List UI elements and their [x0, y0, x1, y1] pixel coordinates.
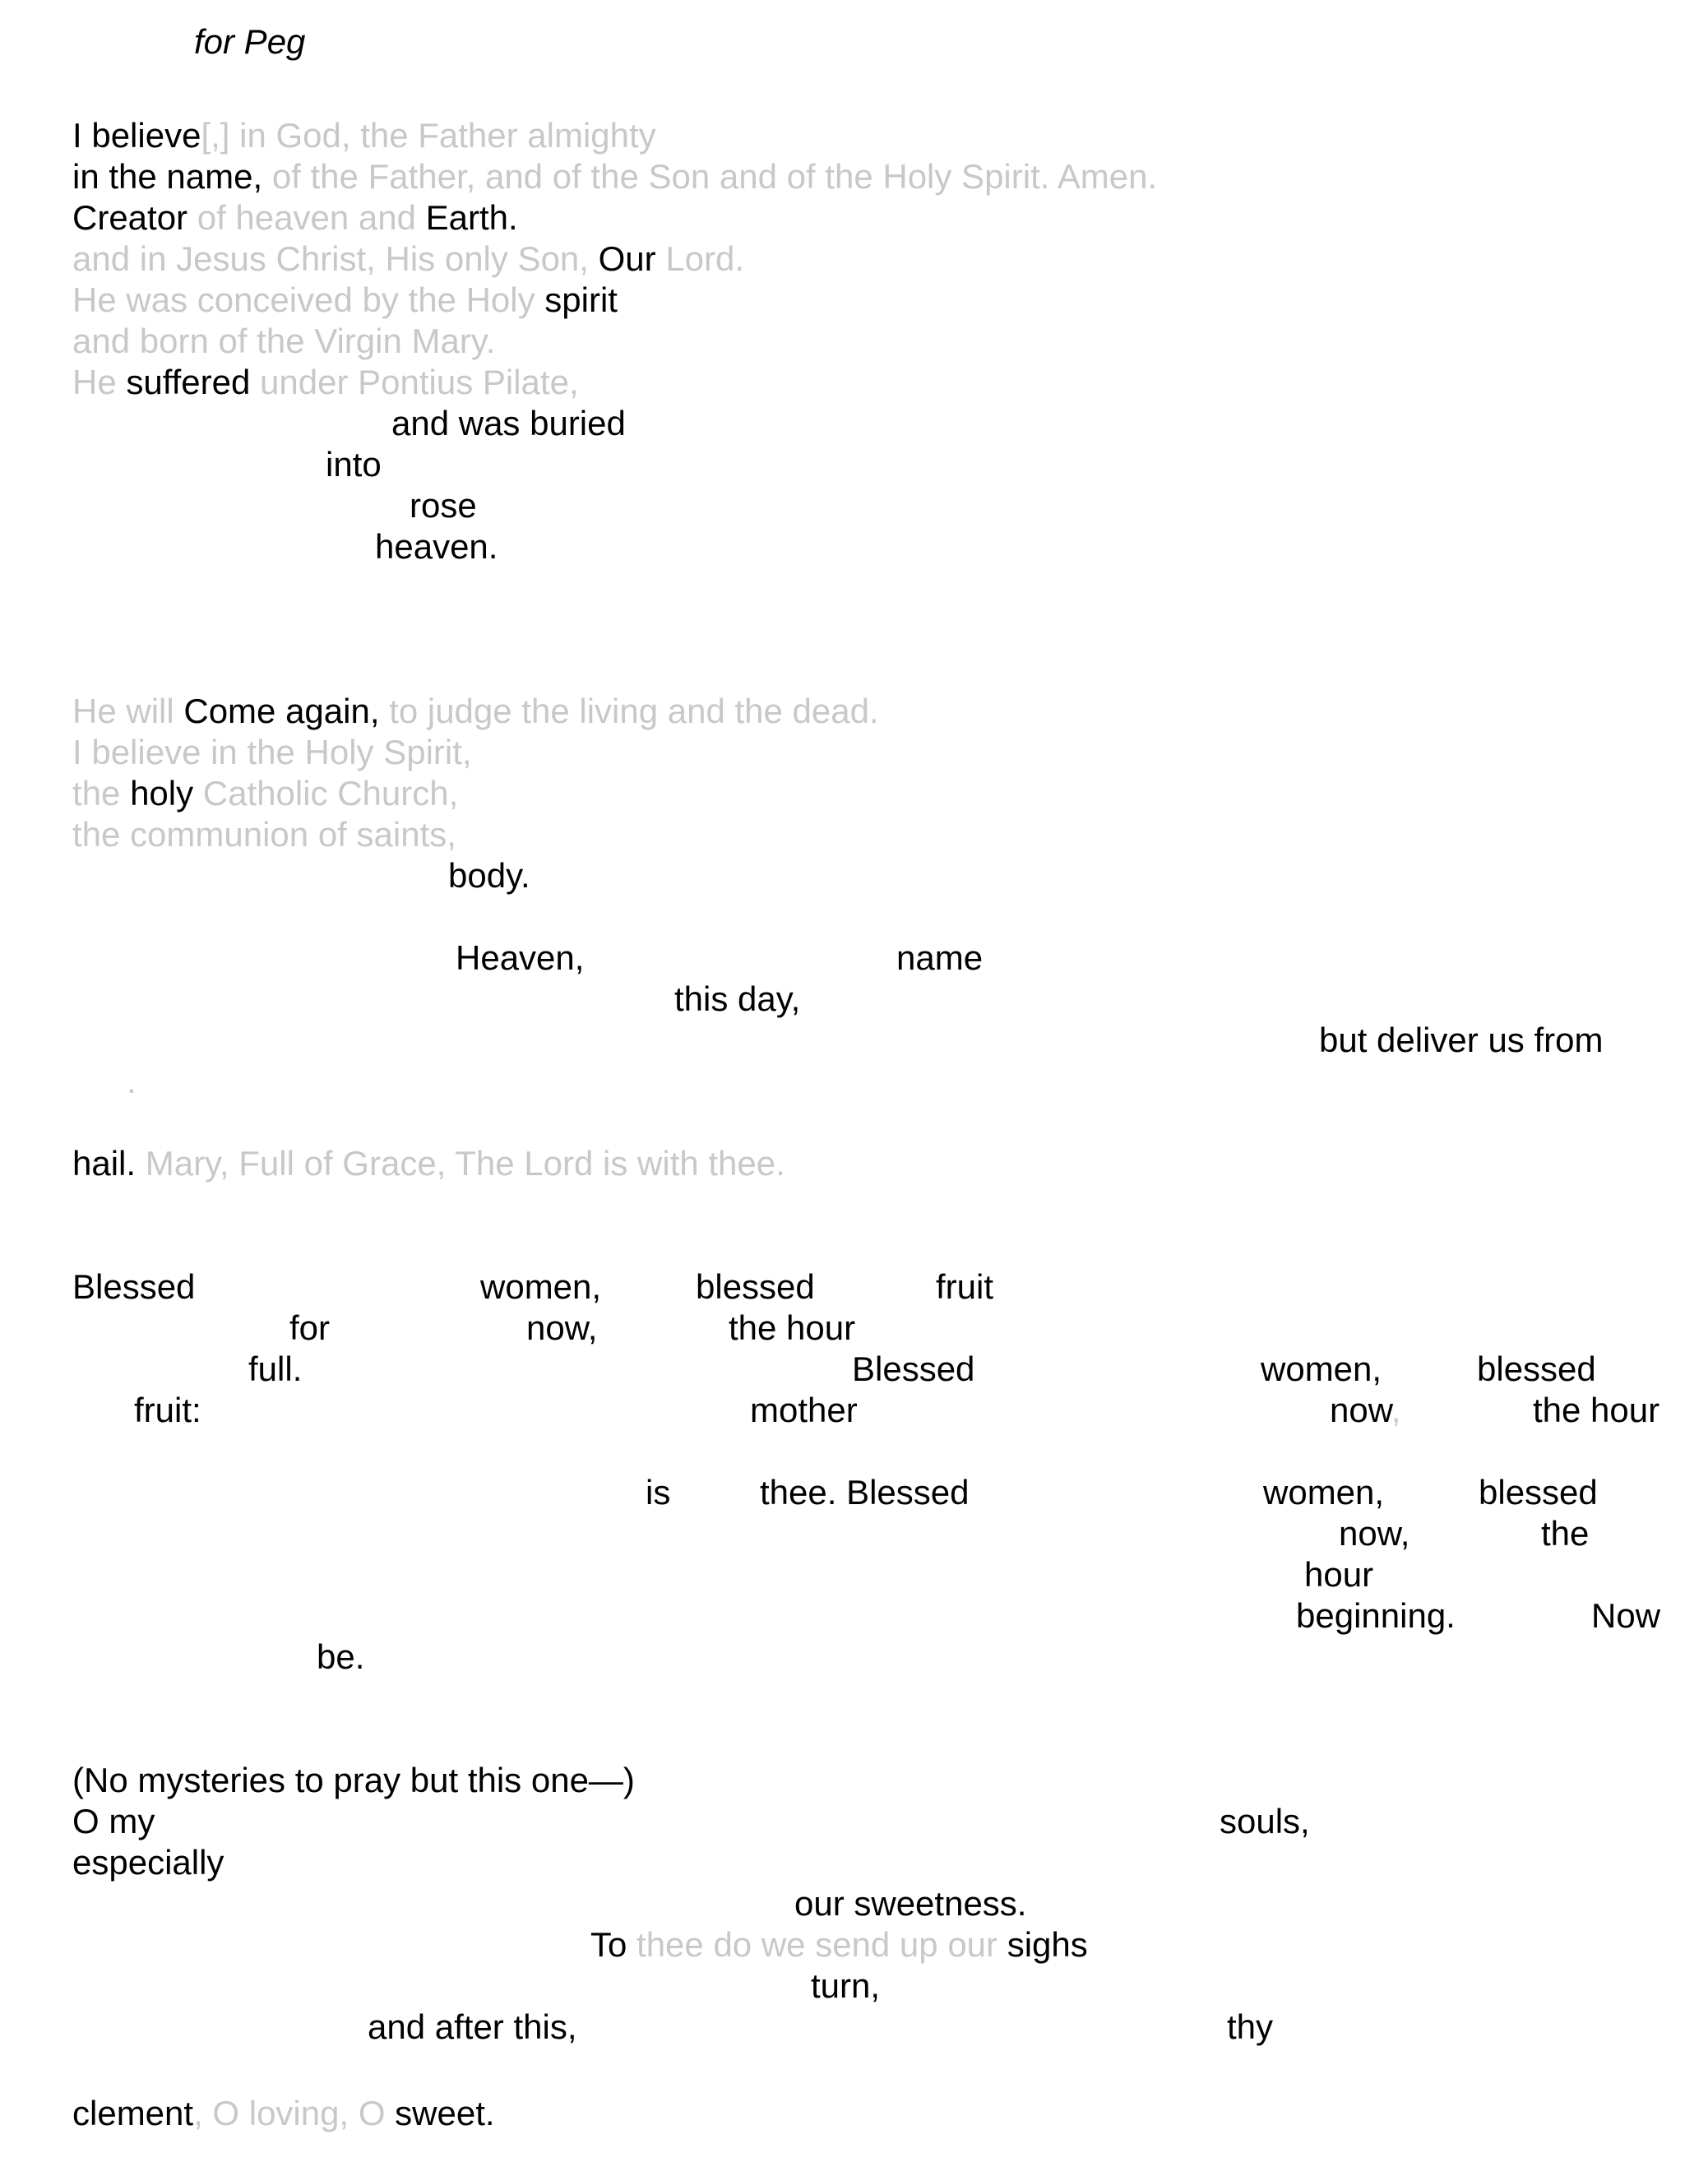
- visible-text: blessed: [1479, 1473, 1598, 1512]
- faded-text: , O loving, O: [193, 2094, 396, 2132]
- faded-text: He was conceived by the Holy: [72, 280, 545, 319]
- visible-text: holy: [130, 774, 203, 813]
- poem-line: [1533, 1390, 1659, 1431]
- faded-text: the: [72, 774, 131, 813]
- visible-text: thee. Blessed: [760, 1473, 970, 1512]
- poem-line: [72, 238, 744, 280]
- poem-line: [456, 938, 584, 979]
- poem-line: [1479, 1472, 1598, 1513]
- poem-line: [72, 1842, 224, 1883]
- poem-line: [1304, 1554, 1373, 1595]
- visible-text: spirit: [544, 280, 618, 319]
- faded-text: and in Jesus Christ, His only Son,: [72, 239, 599, 278]
- visible-text: women,: [1263, 1473, 1385, 1512]
- visible-text: turn,: [811, 1966, 881, 2005]
- poem-line: [936, 1266, 993, 1308]
- poem-line: [696, 1266, 815, 1308]
- poem-line: [72, 2093, 495, 2134]
- poem-line: [72, 814, 456, 855]
- poem-line: [72, 115, 656, 156]
- visible-text: Now: [1591, 1596, 1661, 1635]
- visible-text: is: [646, 1473, 671, 1512]
- visible-text: hail.: [72, 1144, 146, 1183]
- visible-text: souls,: [1220, 1802, 1310, 1840]
- faded-text: the communion of saints,: [72, 815, 456, 854]
- visible-text: thy: [1227, 2007, 1274, 2046]
- faded-text: .: [127, 1062, 137, 1100]
- poem-line: [811, 1965, 880, 2007]
- visible-text: hour: [1304, 1555, 1374, 1594]
- visible-text: I believe: [72, 116, 201, 155]
- visible-text: name: [896, 938, 984, 977]
- faded-text: of heaven and: [197, 198, 426, 237]
- poem-line: [1261, 1349, 1382, 1390]
- poem-line: [72, 1760, 635, 1801]
- faded-text: under Pontius Pilate,: [260, 363, 579, 401]
- poem-line: [794, 1883, 1026, 1924]
- poem-line: [896, 938, 983, 979]
- faded-text: Lord.: [665, 239, 745, 278]
- poem-line: [590, 1924, 1088, 1965]
- poem-line: [72, 773, 458, 814]
- visible-text: fruit:: [134, 1391, 201, 1429]
- poem-line: [480, 1266, 601, 1308]
- visible-text: women,: [1261, 1350, 1382, 1388]
- visible-text: Earth.: [425, 198, 518, 237]
- visible-text: rose: [410, 486, 477, 525]
- poem-line: [127, 1061, 137, 1102]
- poem-line: [72, 1266, 195, 1308]
- poem-line: [526, 1308, 597, 1349]
- poem-line: [448, 855, 530, 896]
- faded-text: Catholic Church,: [202, 774, 459, 813]
- visible-text: this day,: [674, 979, 801, 1018]
- visible-text: now: [1330, 1391, 1391, 1429]
- visible-text: now,: [1339, 1514, 1410, 1553]
- visible-text: blessed: [696, 1267, 815, 1306]
- poem-line: [72, 1801, 155, 1842]
- poem-line: [1227, 2007, 1273, 2048]
- visible-text: O my: [72, 1802, 155, 1840]
- poem-line: [1541, 1513, 1589, 1554]
- poem-line: [760, 1472, 970, 1513]
- visible-text: Our: [598, 239, 666, 278]
- poem-line: [326, 444, 382, 485]
- poem-line: [72, 156, 1157, 197]
- poem-line: [72, 321, 495, 362]
- faded-text: He: [72, 363, 127, 401]
- visible-text: women,: [480, 1267, 602, 1306]
- visible-text: into: [326, 445, 382, 484]
- poem-line: [674, 979, 800, 1020]
- visible-text: mother: [750, 1391, 858, 1429]
- poem-line: [1330, 1390, 1400, 1431]
- visible-text: beginning.: [1296, 1596, 1456, 1635]
- poem-line: [375, 526, 498, 567]
- visible-text: Blessed: [852, 1350, 975, 1388]
- poem-line: [750, 1390, 858, 1431]
- faded-text: Mary, Full of Grace, The Lord is with thee.: [145, 1144, 785, 1183]
- faded-text: I believe in the Holy Spirit,: [72, 733, 472, 771]
- poem-line: [646, 1472, 670, 1513]
- poem-line: [729, 1308, 855, 1349]
- visible-text: the: [1541, 1514, 1590, 1553]
- visible-text: body.: [448, 856, 530, 895]
- poem-line: [1319, 1020, 1603, 1061]
- visible-text: in the name,: [72, 157, 272, 196]
- poem-line: [134, 1390, 201, 1431]
- poem-line: [410, 485, 477, 526]
- poem-line: [1263, 1472, 1384, 1513]
- visible-text: sighs: [1007, 1925, 1088, 1964]
- faded-text: thee do we send up our: [636, 1925, 1007, 1964]
- visible-text: Come again,: [183, 692, 390, 730]
- faded-text: of the Father, and of the Son and of the Holy Spirit. Amen.: [271, 157, 1158, 196]
- visible-text: and was buried: [391, 404, 626, 442]
- visible-text: blessed: [1477, 1350, 1596, 1388]
- poem-line: [1220, 1801, 1310, 1842]
- visible-text: be.: [317, 1637, 365, 1676]
- visible-text: Heaven,: [456, 938, 585, 977]
- visible-text: To: [590, 1925, 637, 1964]
- faded-text: to judge the living and the dead.: [389, 692, 879, 730]
- poem-line: [317, 1637, 364, 1678]
- visible-text: Blessed: [72, 1267, 196, 1306]
- poem-line: [72, 691, 879, 732]
- faded-text: and born of the Virgin Mary.: [72, 322, 496, 360]
- poem-line: [1477, 1349, 1596, 1390]
- visible-text: (No mysteries to pray but this one—): [72, 1761, 635, 1799]
- poem-line: [1591, 1595, 1660, 1637]
- poem-line: [1339, 1513, 1409, 1554]
- faded-text: [,] in God, the Father almighty: [201, 116, 656, 155]
- visible-text: full.: [248, 1350, 303, 1388]
- faded-text: He will: [72, 692, 184, 730]
- poem-line: [72, 197, 518, 238]
- visible-text: our sweetness.: [794, 1884, 1027, 1923]
- poem-line: [72, 1143, 785, 1184]
- poem-line: [1296, 1595, 1456, 1637]
- visible-text: the hour: [1533, 1391, 1660, 1429]
- faded-text: ,: [1391, 1391, 1401, 1429]
- poem-line: [368, 2007, 576, 2048]
- visible-text: but deliver us from: [1319, 1021, 1604, 1059]
- visible-text: especially: [72, 1843, 224, 1882]
- visible-text: now,: [526, 1308, 598, 1347]
- visible-text: heaven.: [375, 527, 498, 566]
- visible-text: clement: [72, 2094, 194, 2132]
- visible-text: for: [289, 1308, 331, 1347]
- visible-text: the hour: [729, 1308, 856, 1347]
- poem-line: [248, 1349, 302, 1390]
- dedication: for Peg: [194, 22, 306, 61]
- poem-line: [391, 403, 626, 444]
- visible-text: and after this,: [368, 2007, 577, 2046]
- poem-line: [72, 732, 472, 773]
- poem-line: [852, 1349, 974, 1390]
- visible-text: fruit: [936, 1267, 994, 1306]
- visible-text: Creator: [72, 198, 197, 237]
- visible-text: suffered: [126, 363, 261, 401]
- poem-line: [72, 362, 579, 403]
- poem-line: [72, 280, 618, 321]
- poem-line: [289, 1308, 330, 1349]
- visible-text: sweet.: [395, 2094, 495, 2132]
